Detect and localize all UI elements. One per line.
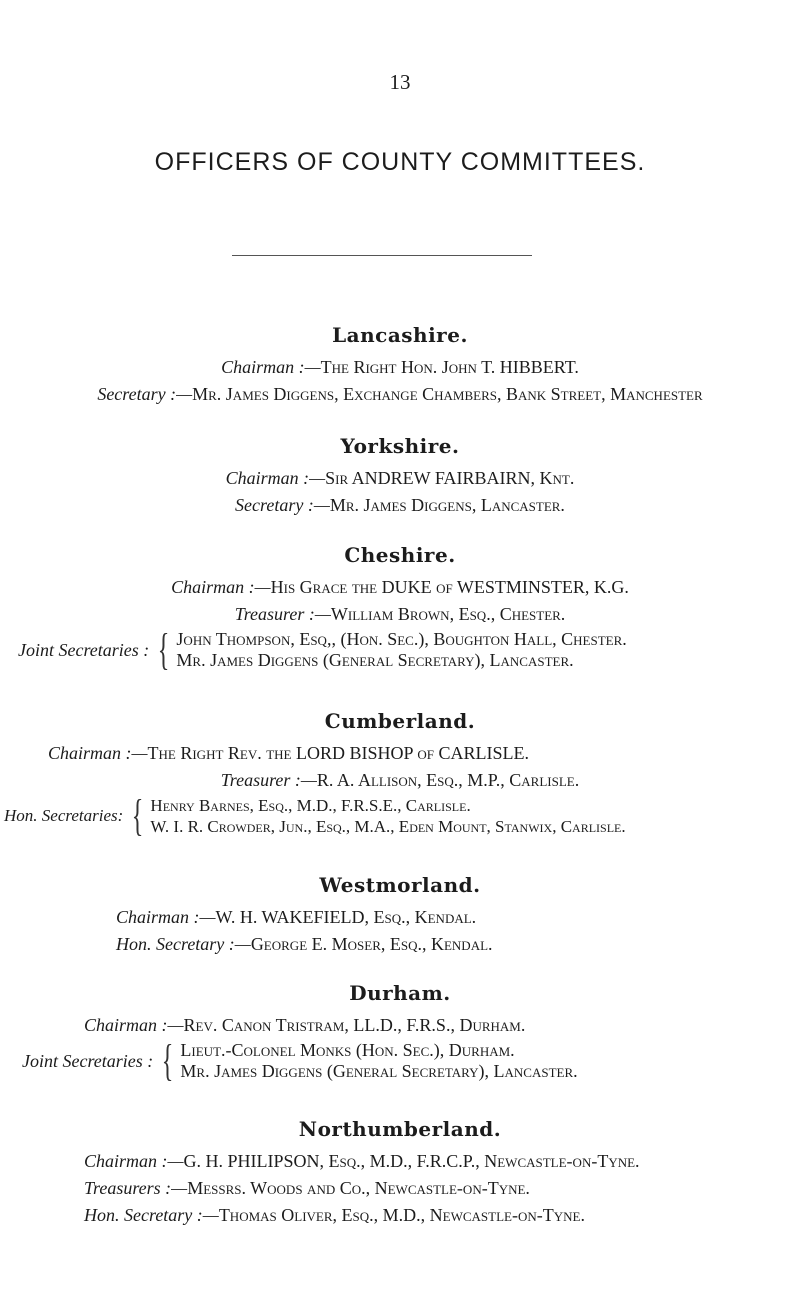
brace-glyph: { [158,625,170,674]
northumberland-treasurers [0,1175,800,1202]
county-heading-yorkshire: Yorkshire. [340,434,460,458]
yorkshire-chairman-name: Sir ANDREW FAIRBAIRN, Knt. [325,468,575,488]
chairman-label: Chairman :— [171,577,271,597]
cumberland-hon-secretary-1: Henry Barnes, Esq., M.D., F.R.S.E., Carlisle. [150,796,471,815]
cheshire-chairman-name: His Grace the DUKE of WESTMINSTER, K.G. [270,577,629,597]
section-westmorland [0,872,800,958]
secretary-label: Secretary :— [235,495,330,515]
section-cheshire [0,542,800,672]
treasurer-label: Treasurer :— [220,770,317,790]
lancashire-chairman-name: The Right Hon. John T. HIBBERT. [320,357,579,377]
cumberland-treasurer-name: R. A. Allison, Esq., M.P., Carlisle. [316,770,580,790]
county-heading-lancashire: Lancashire. [332,323,468,347]
cumberland-hon-secretary-2: W. I. R. Crowder, Jun., Esq., M.A., Eden Mount, Stanwix, Carlisle. [150,817,626,836]
chairman-label: Chairman :— [116,907,216,927]
cumberland-chairman [0,740,800,767]
page-title: OFFICERS OF COUNTY COMMITTEES. [154,148,646,176]
northumberland-hon-secretary-name: Thomas Oliver, Esq., M.D., Newcastle-on-Tyne. [218,1205,585,1225]
northumberland-chairman [0,1148,800,1175]
westmorland-chairman-name: W. H. WAKEFIELD, Esq., Kendal. [215,907,477,927]
title-divider [232,255,532,256]
chairman-label: Chairman :— [48,743,148,763]
section-yorkshire [0,433,800,519]
cheshire-joint-secretaries [0,625,800,674]
cheshire-treasurer [0,601,800,628]
cumberland-hon-secretaries [0,791,800,840]
page-number: 13 [389,70,411,94]
cheshire-joint-secretary-2: Mr. James Diggens (General Secretary), Lancaster. [176,650,574,670]
county-heading-northumberland: Northumberland. [298,1117,502,1141]
yorkshire-chairman [0,465,800,492]
brace-glyph: { [162,1036,174,1085]
cumberland-chairman-name: The Right Rev. the LORD BISHOP of CARLISLE. [147,743,529,763]
brace-glyph: { [132,791,144,840]
chairman-label: Chairman :— [225,468,326,488]
lancashire-secretary [0,381,800,408]
northumberland-hon-secretary [0,1202,800,1229]
joint-secretaries-label: Joint Secretaries : [22,1050,154,1071]
lancashire-secretary-name: Mr. James Diggens, Exchange Chambers, Bank Street, Manchester [192,384,703,404]
yorkshire-secretary [0,492,800,519]
section-northumberland [0,1116,800,1229]
yorkshire-secretary-name: Mr. James Diggens, Lancaster. [329,495,565,515]
section-lancashire [0,322,800,408]
county-heading-cheshire: Cheshire. [344,543,456,567]
chairman-label: Chairman :— [84,1151,184,1171]
chairman-label: Chairman :— [84,1015,184,1035]
county-heading-cumberland: Cumberland. [324,709,476,733]
hon-secretary-label: Hon. Secretary :— [84,1205,219,1225]
northumberland-chairman-name: G. H. PHILIPSON, Esq., M.D., F.R.C.P., Newcastle-on-Tyne. [183,1151,640,1171]
westmorland-hon-secretary [0,931,800,958]
treasurer-label: Treasurer :— [234,604,331,624]
durham-joint-secretary-1: Lieut.-Colonel Monks (Hon. Sec.), Durham. [180,1040,515,1060]
county-heading-westmorland: Westmorland. [319,873,481,897]
westmorland-chairman [0,904,800,931]
cheshire-treasurer-name: William Brown, Esq., Chester. [330,604,566,624]
durham-chairman [0,1012,800,1039]
county-heading-durham: Durham. [349,981,451,1005]
westmorland-hon-secretary-name: George E. Moser, Esq., Kendal. [250,934,493,954]
cheshire-chairman [0,574,800,601]
cumberland-treasurer [0,767,800,794]
durham-chairman-name: Rev. Canon Tristram, LL.D., F.R.S., Durham. [183,1015,526,1035]
durham-joint-secretary-2: Mr. James Diggens (General Secretary), Lancaster. [180,1061,578,1081]
northumberland-treasurers-name: Messrs. Woods and Co., Newcastle-on-Tyne. [187,1178,530,1198]
lancashire-chairman [0,354,800,381]
treasurers-label: Treasurers :— [84,1178,188,1198]
durham-joint-secretaries [0,1036,800,1085]
chairman-label: Chairman :— [221,357,321,377]
section-durham [0,980,800,1083]
joint-secretaries-label: Joint Secretaries : [18,639,150,660]
hon-secretaries-label: Hon. Secretaries: [4,806,124,825]
hon-secretary-label: Hon. Secretary :— [116,934,251,954]
secretary-label: Secretary :— [97,384,193,404]
section-cumberland [0,708,800,838]
cheshire-joint-secretary-1: John Thompson, Esq,, (Hon. Sec.), Boughton Hall, Chester. [176,629,627,649]
